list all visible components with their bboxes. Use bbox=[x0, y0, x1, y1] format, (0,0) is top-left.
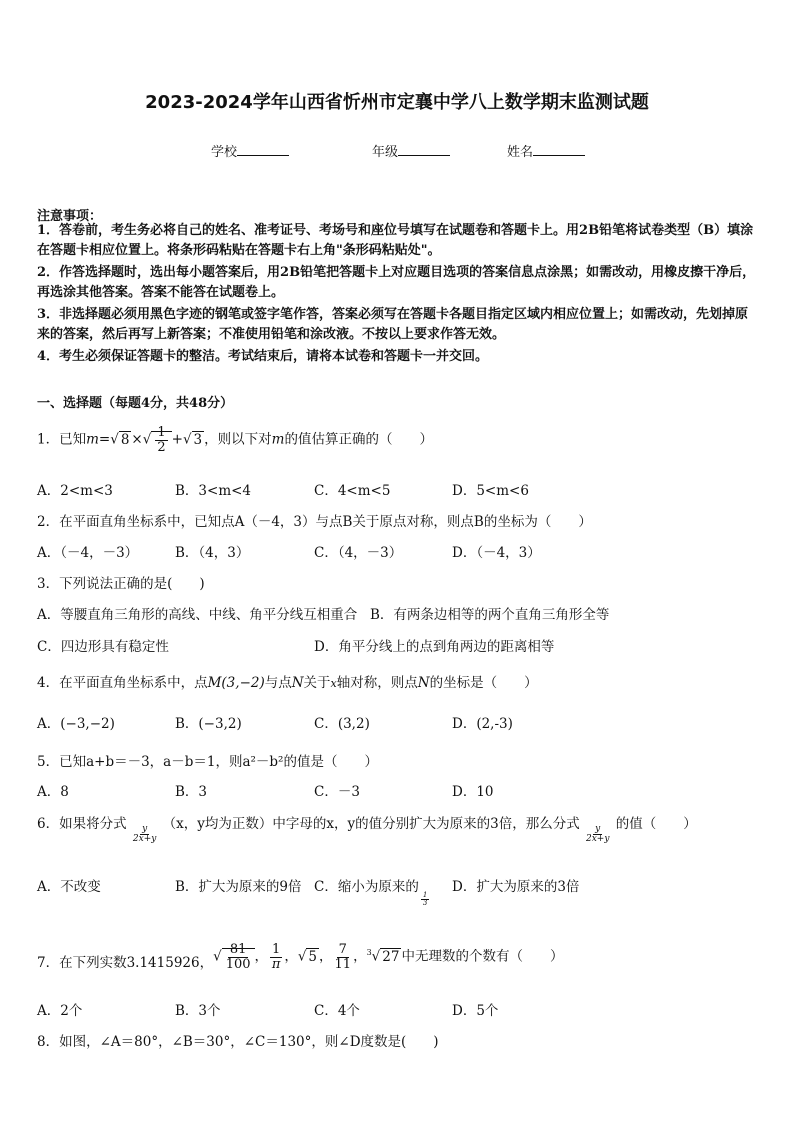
frac-num: 1 bbox=[422, 890, 428, 899]
frac-num: 1 bbox=[272, 942, 281, 957]
sqrt-3: 3 bbox=[193, 431, 203, 448]
note-item: 2．作答选择题时，选出每小题答案后，用2B铅笔把答题卡上对应题目选项的答案信息点涂黑；如需改动，用橡皮擦干净后，再选涂其他答案。答案不能答在试题卷上。 bbox=[37, 265, 756, 300]
grade-label: 年级 bbox=[372, 145, 399, 160]
frac-den: π bbox=[271, 956, 281, 972]
q4-end: 的坐标是（ ） bbox=[429, 675, 538, 691]
frac-num: 1 bbox=[157, 425, 166, 440]
notes-heading: 注意事项： bbox=[37, 209, 103, 224]
q1-option-c[interactable]: C．4<m<5 bbox=[314, 483, 391, 499]
q1-suffix: ，则以下对 bbox=[204, 431, 272, 448]
times-sign: × bbox=[131, 431, 143, 448]
var-n: N bbox=[417, 675, 430, 691]
comma: ， bbox=[353, 948, 367, 965]
frac-num: 81 bbox=[229, 942, 247, 957]
sqrt-5: 5 bbox=[308, 948, 318, 965]
q3-option-a[interactable]: A．等腰直角三角形的高线、中线、角平分线互相重合 bbox=[37, 607, 358, 623]
q1-prefix: 1．已知 bbox=[37, 431, 87, 448]
q6-option-b[interactable]: B．扩大为原来的9倍 bbox=[175, 879, 302, 895]
var-m: m bbox=[86, 431, 99, 448]
eq-sign: = bbox=[98, 431, 111, 448]
q5-option-b[interactable]: B．3 bbox=[175, 784, 208, 800]
q2-option-b[interactable]: B．（4，3） bbox=[175, 545, 250, 561]
comma: ， bbox=[319, 948, 333, 965]
q4-mid: 与点 bbox=[264, 675, 292, 691]
q5-option-d[interactable]: D．10 bbox=[452, 784, 494, 800]
q7-option-a[interactable]: A．2个 bbox=[37, 1003, 83, 1019]
q7-prefix: 7．在下列实数3.1415926， bbox=[37, 954, 214, 971]
var-n: N bbox=[291, 675, 304, 691]
q6-mid: （x，y均为正数）中字母的x，y的值分别扩大为原来的3倍，那么分式 bbox=[162, 816, 580, 832]
question-4 bbox=[37, 671, 538, 691]
cbrt-27: 27 bbox=[382, 948, 400, 965]
frac-den: 2 bbox=[157, 439, 166, 455]
var-x: x bbox=[330, 677, 337, 690]
var-m: m bbox=[271, 431, 285, 448]
q6-option-a[interactable]: A．不改变 bbox=[37, 879, 101, 895]
cube-root-index: 3 bbox=[366, 948, 372, 958]
question-3: 3．下列说法正确的是( ) bbox=[37, 576, 205, 592]
frac-num: 7 bbox=[338, 942, 347, 957]
note-item: 1．答卷前，考生务必将自己的姓名、准考证号、考场号和座位号填写在试题卷和答题卡上。用2B铅笔将试卷类型（B）填涂在答题卡相应位置上。将条形码粘贴在答题卡右上角"条形码粘贴处"。 bbox=[37, 223, 754, 258]
q6-end: 的值（ ） bbox=[615, 816, 697, 832]
q4-prefix: 4．在平面直角坐标系中，点 bbox=[37, 675, 208, 691]
question-5: 5．已知a+b＝－3，a－b＝1，则a²－b²的值是（ ） bbox=[37, 754, 378, 770]
q4-suffix: 轴对称，则点 bbox=[336, 675, 418, 691]
q5-option-a[interactable]: A．8 bbox=[37, 784, 69, 800]
question-6 bbox=[37, 812, 697, 844]
comma: ， bbox=[284, 948, 298, 965]
q6-prefix: 6．如果将分式 bbox=[37, 816, 127, 832]
frac-den: 100 bbox=[225, 956, 251, 972]
q7-end: 中无理数的个数有（ ） bbox=[401, 948, 564, 965]
q6-option-c[interactable] bbox=[314, 875, 431, 907]
q2-option-d[interactable]: D．（－4，3） bbox=[452, 545, 541, 561]
q1-option-b[interactable]: B．3<m<4 bbox=[175, 483, 252, 499]
q3-option-c[interactable]: C．四边形具有稳定性 bbox=[37, 639, 169, 655]
frac-den: 3 bbox=[422, 899, 428, 907]
frac-den: 11 bbox=[334, 956, 352, 972]
q7-option-c[interactable]: C．4个 bbox=[314, 1003, 360, 1019]
q3-option-b[interactable]: B．有两条边相等的两个直角三角形全等 bbox=[370, 607, 610, 623]
plus-sign: + bbox=[171, 431, 183, 448]
page-title: 2023-2024学年山西省忻州市定襄中学八上数学期末监测试题 bbox=[145, 92, 649, 113]
q6-option-c-text: C．缩小为原来的 bbox=[314, 879, 419, 895]
name-label: 姓名 bbox=[507, 145, 534, 160]
question-1: 1．已知m=√ 8 ×√ $\frac{1}{2}$ +√ 3 ，则以下对m的值估算正确的（ ） bbox=[37, 425, 433, 455]
q4-option-a[interactable]: A．(−3,−2) bbox=[37, 716, 115, 732]
q7-option-d[interactable]: D．5个 bbox=[452, 1003, 499, 1019]
grade-field bbox=[372, 141, 450, 160]
name-field bbox=[507, 141, 585, 160]
point-m: M(3,−2) bbox=[207, 675, 265, 691]
q3-option-d[interactable]: D．角平分线上的点到角两边的距离相等 bbox=[314, 639, 555, 655]
sqrt-8: 8 bbox=[120, 431, 130, 448]
note-item: 3．非选择题必须用黑色字迹的钢笔或签字笔作答，答案必须写在答题卡各题目指定区域内相应位置上；如需改动，先划掉原来的答案，然后再写上新答案；不准使用铅笔和涂改液。不按以上要求作答无效。 bbox=[37, 307, 749, 342]
note-item: 4．考生必须保证答题卡的整洁。考试结束后，请将本试卷和答题卡一并交回。 bbox=[37, 349, 489, 364]
frac-num: y bbox=[142, 823, 148, 834]
q5-option-c[interactable]: C．－3 bbox=[314, 784, 360, 800]
q4-mid2: 关于 bbox=[303, 675, 331, 691]
question-2: 2．在平面直角坐标系中，已知点A（－4，3）与点B关于原点对称，则点B的坐标为（ ） bbox=[37, 514, 592, 530]
question-7: 7．在下列实数3.1415926，√ $\frac{81}{100}$ ， $\frac{1}{\pi}$ ，√ 5 ， $\frac{7}{11}$ ，$^3$√ 27 中无理数的个数有（ ） bbox=[37, 942, 564, 972]
comma: ， bbox=[254, 948, 269, 965]
q7-option-b[interactable]: B．3个 bbox=[175, 1003, 221, 1019]
frac-den: 2x+y bbox=[586, 834, 610, 844]
frac-den: 2x+y bbox=[132, 834, 157, 844]
frac-num: y bbox=[595, 823, 601, 834]
question-8: 8．如图，∠A＝80°，∠B＝30°，∠C＝130°，则∠D度数是( ) bbox=[37, 1034, 439, 1050]
school-field bbox=[211, 141, 289, 160]
q4-option-d[interactable]: D．(2,-3) bbox=[452, 716, 513, 732]
q4-option-c[interactable]: C．(3,2) bbox=[314, 716, 370, 732]
school-label: 学校 bbox=[211, 145, 238, 160]
q2-option-a[interactable]: A．（－4，－3） bbox=[37, 545, 139, 561]
q1-option-a[interactable]: A．2<m<3 bbox=[37, 483, 113, 499]
q1-option-d[interactable]: D．5<m<6 bbox=[452, 483, 529, 499]
section-title: 一、选择题（每题4分，共48分） bbox=[37, 396, 234, 411]
q4-option-b[interactable]: B．(−3,2) bbox=[175, 716, 242, 732]
q6-option-d[interactable]: D．扩大为原来的3倍 bbox=[452, 879, 580, 895]
q2-option-c[interactable]: C．（4，－3） bbox=[314, 545, 403, 561]
q1-suffix2: 的值估算正确的（ ） bbox=[284, 431, 433, 448]
